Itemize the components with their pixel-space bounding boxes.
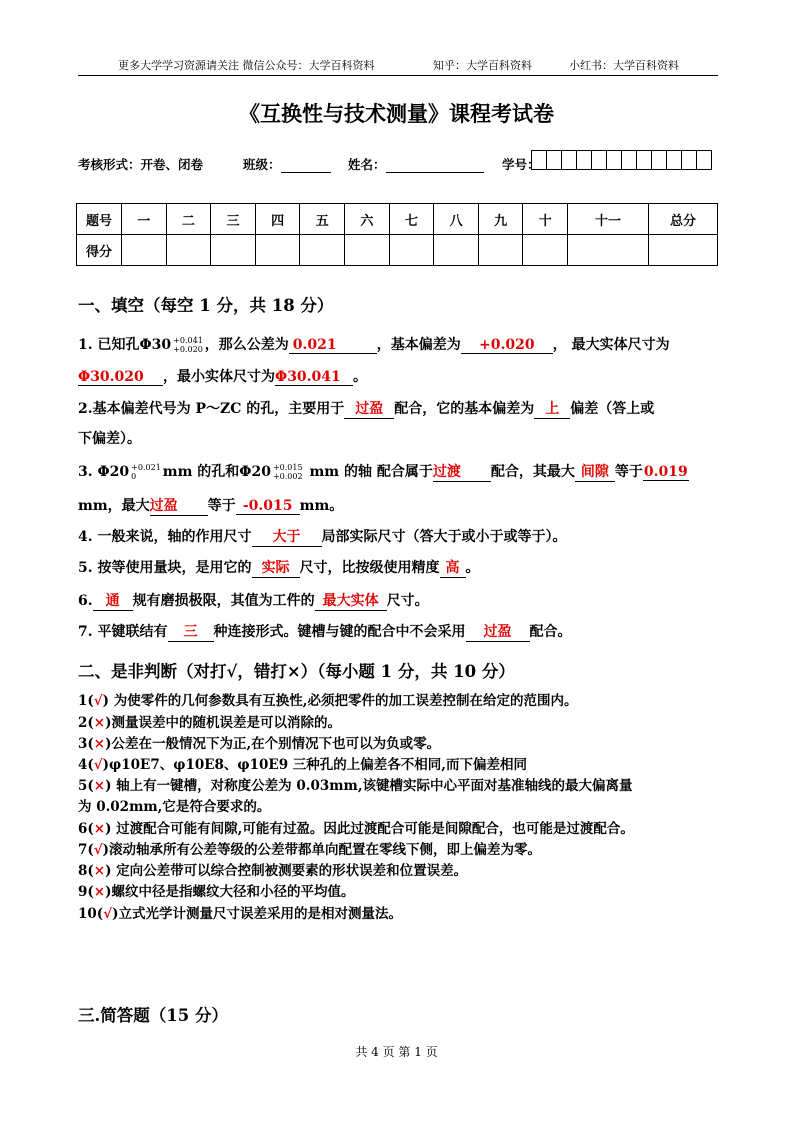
student-id-boxes [532, 150, 712, 170]
q1-tolerance [173, 336, 203, 354]
tf-mark: √ [93, 842, 103, 858]
tf-number: 1( [78, 693, 94, 709]
col-header: 二 [166, 204, 211, 235]
col-header: 十一 [568, 204, 649, 235]
tf-text: )公差在一般情况下为正,在个别情况下也可以为负或零。 [105, 736, 441, 752]
score-cell [300, 235, 345, 266]
id-box [576, 150, 592, 170]
answer-blank: 0.021 [289, 337, 377, 354]
answer-blank: 高 [440, 557, 466, 578]
header-promo: 更多大学学习资源请关注 微信公众号：大学百科资料 [118, 59, 375, 72]
section3-title: 三.简答题（15 分） [78, 1006, 228, 1025]
question-1-line2 [78, 366, 367, 386]
q3-hole-tolerance [131, 463, 161, 481]
tf-number: 2( [78, 715, 94, 731]
name-label: 姓名： [348, 157, 386, 172]
tf-mark: × [93, 778, 106, 794]
col-header: 总分 [649, 204, 718, 235]
answer-blank: 大于 [252, 526, 322, 547]
exam-form: 考核形式：开卷、闭卷 [78, 157, 204, 172]
score-cell [255, 235, 300, 266]
tf-mark: × [93, 821, 106, 837]
question-5 [78, 557, 480, 578]
q6-text: 6. [78, 593, 93, 609]
q3-text: 等于 [207, 498, 236, 514]
q4-text: 局部实际尺寸（答大于或小于或等于）。 [321, 529, 567, 545]
col-header: 六 [345, 204, 390, 235]
answer-blank: Φ30.020 [78, 369, 163, 386]
q3-text: mm 的轴 配合属于 [304, 464, 433, 480]
col-header: 十 [523, 204, 568, 235]
tf-mark: × [93, 863, 106, 879]
tf-number: 8( [78, 863, 94, 879]
tf-item-4 [78, 753, 527, 773]
score-cell [122, 235, 167, 266]
question-4 [78, 526, 567, 547]
tf-number: 10( [78, 906, 104, 922]
q7-text: 配合。 [529, 624, 572, 640]
col-header: 一 [122, 204, 167, 235]
id-label: 学号： [502, 157, 540, 172]
tol-upper: +0.021 [131, 463, 161, 472]
name-field [348, 155, 484, 173]
col-header: 九 [478, 204, 523, 235]
row-label: 得分 [77, 235, 122, 266]
question-2-line2: 下偏差）。 [78, 431, 141, 447]
tf-text: ) 定向公差带可以综合控制被测要素的形状误差和位置误差。 [105, 863, 468, 879]
tf-text: 为 0.02mm,它是符合要求的。 [78, 799, 271, 815]
score-cell [345, 235, 390, 266]
q1-text: ，那么公差为 [204, 337, 289, 353]
q6-text: 规有磨损极限，其值为工件的 [132, 593, 315, 609]
answer-blank: 间隙 [575, 461, 615, 482]
section1-title: 一、填空（每空 1 分，共 18 分） [78, 296, 334, 315]
score-cell [166, 235, 211, 266]
score-header-row [77, 204, 718, 235]
col-header: 五 [300, 204, 345, 235]
id-box [561, 150, 577, 170]
question-3-line1 [78, 461, 689, 482]
tf-mark: × [93, 884, 106, 900]
tf-mark: × [93, 736, 106, 752]
tol-lower: 0 [131, 472, 137, 481]
id-box [546, 150, 562, 170]
score-row [77, 235, 718, 266]
tf-text: ) 轴上有一键槽，对称度公差为 0.03mm,该键槽实际中心平面对基准轴线的最大偏离量 [105, 778, 633, 794]
score-table [76, 203, 718, 266]
score-cell [649, 235, 718, 266]
id-box [591, 150, 607, 170]
id-box [666, 150, 682, 170]
q4-text: 4. 一般来说，轴的作用尺寸 [78, 529, 252, 545]
answer-blank: -0.015 [236, 498, 300, 515]
tf-number: 6( [78, 821, 94, 837]
answer-blank: 三 [168, 621, 214, 642]
tf-mark: × [93, 715, 106, 731]
col-header: 四 [255, 204, 300, 235]
tf-text: )螺纹中径是指螺纹大径和小径的平均值。 [105, 884, 355, 900]
answer-blank: 通 [93, 590, 133, 611]
tol-lower: +0.002 [272, 472, 303, 481]
tf-text: )立式光学计测量尺寸误差采用的是相对测量法。 [112, 906, 402, 922]
col-header: 七 [389, 204, 434, 235]
id-box [531, 150, 547, 170]
tf-text: )测量误差中的随机误差是可以消除的。 [105, 715, 341, 731]
tf-item-9 [78, 880, 354, 900]
question-1-line1 [78, 334, 670, 354]
answer-blank: 实际 [252, 557, 300, 578]
tf-mark: √ [93, 757, 103, 773]
q5-text: 尺寸，比按级使用精度 [299, 560, 440, 576]
col-header: 三 [211, 204, 256, 235]
tf-text: )滚动轴承所有公差等级的公差带都单向配置在零线下侧，即上偏差为零。 [102, 842, 542, 858]
question-6 [78, 590, 429, 611]
tf-number: 7( [78, 842, 94, 858]
tf-item-7 [78, 838, 541, 858]
tf-text: )φ10E7、φ10E8、φ10E9 三种孔的上偏差各不相同,而下偏差相同 [102, 757, 527, 773]
tf-item-10 [78, 902, 402, 922]
tf-mark: √ [93, 693, 103, 709]
score-cell [434, 235, 479, 266]
answer-blank: Φ30.041 [275, 369, 353, 386]
q1-text: ，最小实体尺寸为 [163, 369, 275, 385]
q3-text: 配合，其最大 [490, 464, 575, 480]
page-title: 《互换性与技术测量》课程考试卷 [239, 101, 554, 126]
row-label: 题号 [77, 204, 122, 235]
q7-text: 7. 平键联结有 [78, 624, 168, 640]
tf-number: 4( [78, 757, 94, 773]
q3-text: 等于 [614, 464, 643, 480]
answer-blank: 上 [534, 398, 570, 419]
answer-blank: 过盈 [344, 398, 394, 419]
tf-number: 5( [78, 778, 94, 794]
q3-text: 3. Φ20 [78, 464, 130, 480]
page-footer: 共 4 页 第 1 页 [355, 1045, 438, 1059]
tf-item-1 [78, 689, 577, 709]
answer-blank: 0.019 [643, 464, 688, 480]
tol-upper: +0.041 [173, 336, 203, 345]
q2-text: 配合，它的基本偏差为 [394, 401, 535, 417]
id-box [696, 150, 712, 170]
tf-text: ) 过渡配合可能有间隙,可能有过盈。因此过渡配合可能是间隙配合，也可能是过渡配合。 [105, 821, 634, 837]
id-box [636, 150, 652, 170]
q7-text: 种连接形式。键槽与键的配合中不会采用 [213, 624, 466, 640]
score-cell [389, 235, 434, 266]
id-box [681, 150, 697, 170]
tf-item-3 [78, 732, 440, 752]
question-2-line1 [78, 398, 654, 419]
q3-text: mm 的孔和Φ20 [162, 464, 271, 480]
score-cell [211, 235, 256, 266]
q3-text: mm。 [299, 498, 344, 514]
tol-lower: +0.020 [173, 345, 203, 354]
tf-number: 9( [78, 884, 94, 900]
q1-text: ， 最大实体尺寸为 [552, 337, 670, 353]
tf-item-5 [78, 774, 633, 794]
tf-item-5-cont [78, 795, 270, 815]
header-xiaohongshu: 小红书：大学百科资料 [569, 59, 679, 72]
name-blank [386, 158, 484, 173]
header-divider [78, 75, 718, 76]
q1-text: 1. 已知孔Φ30 [78, 337, 172, 353]
section2-title: 二、是非判断（对打√，错打×）（每小题 1 分，共 10 分） [78, 662, 515, 681]
col-header: 八 [434, 204, 479, 235]
tf-number: 3( [78, 736, 94, 752]
answer-blank: 最大实体 [315, 590, 387, 611]
tf-item-8 [78, 859, 467, 879]
question-7 [78, 621, 572, 642]
answer-blank: +0.020 [461, 337, 553, 354]
q1-text: 。 [353, 369, 367, 385]
tf-item-6 [78, 817, 634, 837]
answer-blank: 过渡 [433, 461, 491, 482]
class-field [243, 155, 331, 173]
class-blank [281, 158, 331, 173]
score-cell [523, 235, 568, 266]
question-3-line2 [78, 495, 343, 516]
tol-upper: +0.015 [272, 463, 303, 472]
header-zhihu: 知乎：大学百科资料 [433, 59, 532, 72]
id-box [651, 150, 667, 170]
q2-text: 2.基本偏差代号为 P～ZC 的孔，主要用于 [78, 401, 345, 417]
q3-text: mm，最大 [78, 498, 150, 514]
q5-text: 5. 按等使用量块，是用它的 [78, 560, 252, 576]
id-box [621, 150, 637, 170]
q3-shaft-tolerance [273, 463, 303, 481]
q1-text: ，基本偏差为 [376, 337, 461, 353]
tf-text: ) 为使零件的几何参数具有互换性,必须把零件的加工误差控制在给定的范围内。 [102, 693, 578, 709]
q2-text: 偏差（答上或 [570, 401, 655, 417]
id-box [606, 150, 622, 170]
q5-text: 。 [465, 560, 480, 576]
tf-mark: √ [103, 906, 113, 922]
q6-text: 尺寸。 [386, 593, 429, 609]
tf-item-2 [78, 711, 341, 731]
score-cell [478, 235, 523, 266]
answer-blank: 过盈 [150, 495, 208, 516]
answer-blank: 过盈 [466, 621, 530, 642]
score-cell [568, 235, 649, 266]
class-label: 班级： [243, 157, 281, 172]
